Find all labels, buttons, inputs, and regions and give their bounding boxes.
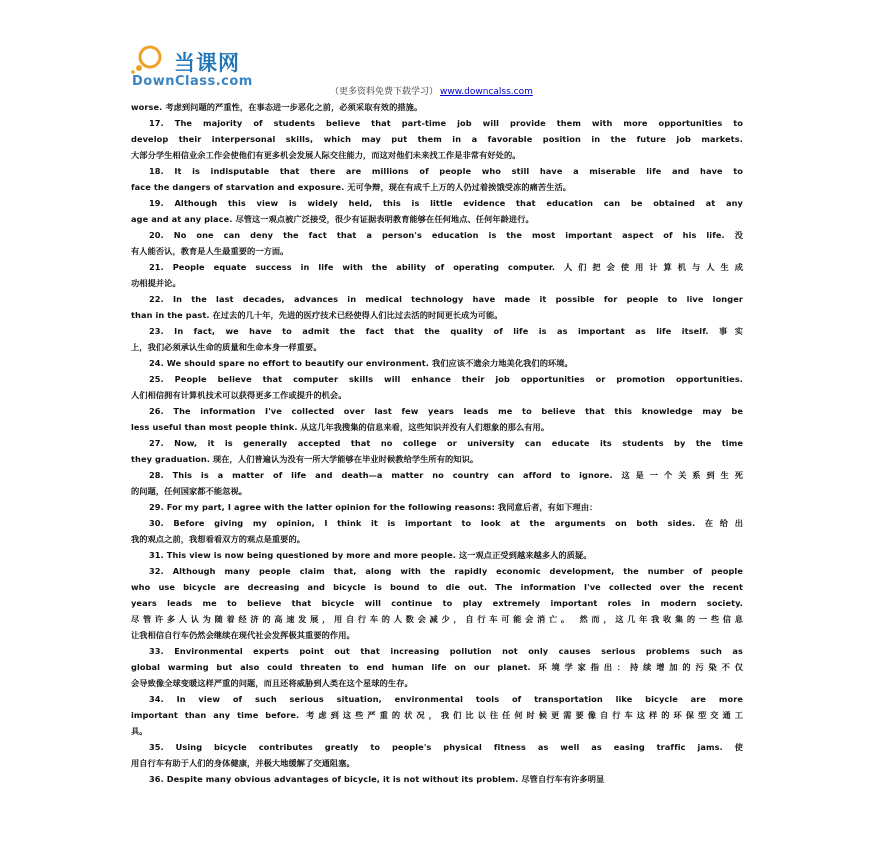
text-line: 的问题，任何国家都不能忽视。 (131, 486, 248, 496)
text-line: 24. We should spare no effort to beautify our environment. 我们应该不遗余力地美化我们的环境。 (149, 358, 573, 368)
logo-text-en: DownClass.com (132, 74, 253, 89)
text-line: 35. Using bicycle contributes greatly to people's physical fitness as well as easing traffic jams. 使 (149, 742, 743, 752)
header-note (330, 84, 533, 97)
text-line: 17. The majority of students believe that part-time job will provide them with more opportunities to (149, 118, 743, 128)
text-line: 功相提并论。 (131, 278, 181, 288)
text-line: 25. People believe that computer skills will enhance their job opportunities or promotion opportunities. (149, 374, 743, 384)
text-line: 人们相信拥有计算机技术可以获得更多工作或提升的机会。 (131, 390, 347, 400)
logo-text-cn: 当课网 (174, 51, 240, 75)
header-site-link[interactable]: www.downcalss.com (440, 87, 533, 97)
text-line: 20. No one can deny the fact that a person's education is the most important aspect of his life. 没 (149, 230, 743, 240)
text-line: worse. 考虑到问题的严重性，在事态进一步恶化之前，必须采取有效的措施。 (131, 102, 423, 112)
text-line: 18. It is indisputable that there are millions of people who still have a miserable life and have to (149, 166, 743, 176)
text-line: 具。 (131, 726, 148, 736)
text-line: 用自行车有助于人们的身体健康，并极大地缓解了交通阻塞。 (131, 758, 355, 768)
text-line: years leads me to believe that bicycle will continue to play extremely important roles in modern society. (131, 598, 743, 608)
header-note-text: （更多资料免费下载学习） (330, 87, 439, 97)
text-line: they graduation. 现在，人们普遍认为没有一所大学能够在毕业时候教给学生所有的知识。 (131, 454, 479, 464)
text-line: 我的观点之前，我想看看双方的观点是重要的。 (131, 534, 306, 544)
text-line: less useful than most people think. 从这几年我搜集的信息来看，这些知识并没有人们想象的那么有用。 (131, 422, 550, 432)
text-line: 19. Although this view is widely held, this is little evidence that education can be obtained at any (149, 198, 743, 208)
text-line: 有人能否认，教育是人生最重要的一方面。 (131, 246, 289, 256)
text-line: develop their interpersonal skills, which may put them in a favorable position in the future job markets. (131, 134, 743, 144)
text-line: 会导致像全球变暖这样严重的问题，而且还将威胁到人类在这个星球的生存。 (131, 678, 413, 688)
downclass-logo (130, 44, 280, 90)
text-line: who use bicycle are decreasing and bicycle is bound to die out. The information I've collected over the recent (131, 582, 743, 592)
text-line: 33. Environmental experts point out that increasing pollution not only causes serious problems such as (149, 646, 743, 656)
document-body (131, 99, 743, 787)
text-line: age and at any place. 尽管这一观点被广泛接受，很少有证据表明教育能够在任何地点、任何年龄进行。 (131, 214, 534, 224)
text-line: 30. Before giving my opinion, I think it is important to look at the arguments on both sides. 在给出 (149, 518, 743, 528)
text-line: 上，我们必须承认生命的质量和生命本身一样重要。 (131, 342, 322, 352)
text-line: important than any time before. 考虑到这些严重的状况，我们比以往任何时候更需要像自行车这样的环保型交通工 (131, 710, 743, 720)
text-line: global warming but also could threaten to end human life on our planet. 环境学家指出：持续增加的污染不仅 (131, 662, 743, 672)
text-line: face the dangers of starvation and exposure. 无可争辩，现在有成千上万的人仍过着挨饿受冻的痛苦生活。 (131, 182, 572, 192)
logo-mark-icon (130, 44, 170, 74)
text-line: 22. In the last decades, advances in medical technology have made it possible for people to live longer (149, 294, 743, 304)
text-line: 23. In fact, we have to admit the fact that the quality of life is as important as life itself. 事实 (149, 326, 743, 336)
text-line: 尽管许多人认为随着经济的高速发展，用自行车的人数会减少，自行车可能会消亡。 然而，这几年我收集的一些信息 (131, 614, 743, 624)
text-line: 29. For my part, I agree with the latter opinion for the following reasons: 我同意后者，有如下理由： (149, 502, 598, 512)
text-line: 34. In view of such serious situation, environmental tools of transportation like bicycle are more (149, 694, 743, 704)
text-line: 21. People equate success in life with the ability of operating computer. 人们把会使用计算机与人生成 (149, 262, 743, 272)
text-line: 27. Now, it is generally accepted that no college or university can educate its students by the time (149, 438, 743, 448)
text-line: than in the past. 在过去的几十年，先进的医疗技术已经使得人们比过去活的时间更长成为可能。 (131, 310, 503, 320)
text-line: 32. Although many people claim that, along with the rapidly economic development, the number of people (149, 566, 743, 576)
text-line: 让我相信自行车仍然会继续在现代社会发挥极其重要的作用。 (131, 630, 355, 640)
text-line: 28. This is a matter of life and death—a matter no country can afford to ignore. 这是一个关系到生死 (149, 470, 743, 480)
text-line: 大部分学生相信业余工作会使他们有更多机会发展人际交往能力，而这对他们未来找工作是非常有好处的。 (131, 150, 521, 160)
text-line: 26. The information I've collected over last few years leads me to believe that this knowledge may be (149, 406, 743, 416)
text-line: 31. This view is now being questioned by more and more people. 这一观点正受到越来越多人的质疑。 (149, 550, 592, 560)
text-line: 36. Despite many obvious advantages of bicycle, it is not without its problem. 尽管自行车有许多明显 (149, 774, 605, 784)
